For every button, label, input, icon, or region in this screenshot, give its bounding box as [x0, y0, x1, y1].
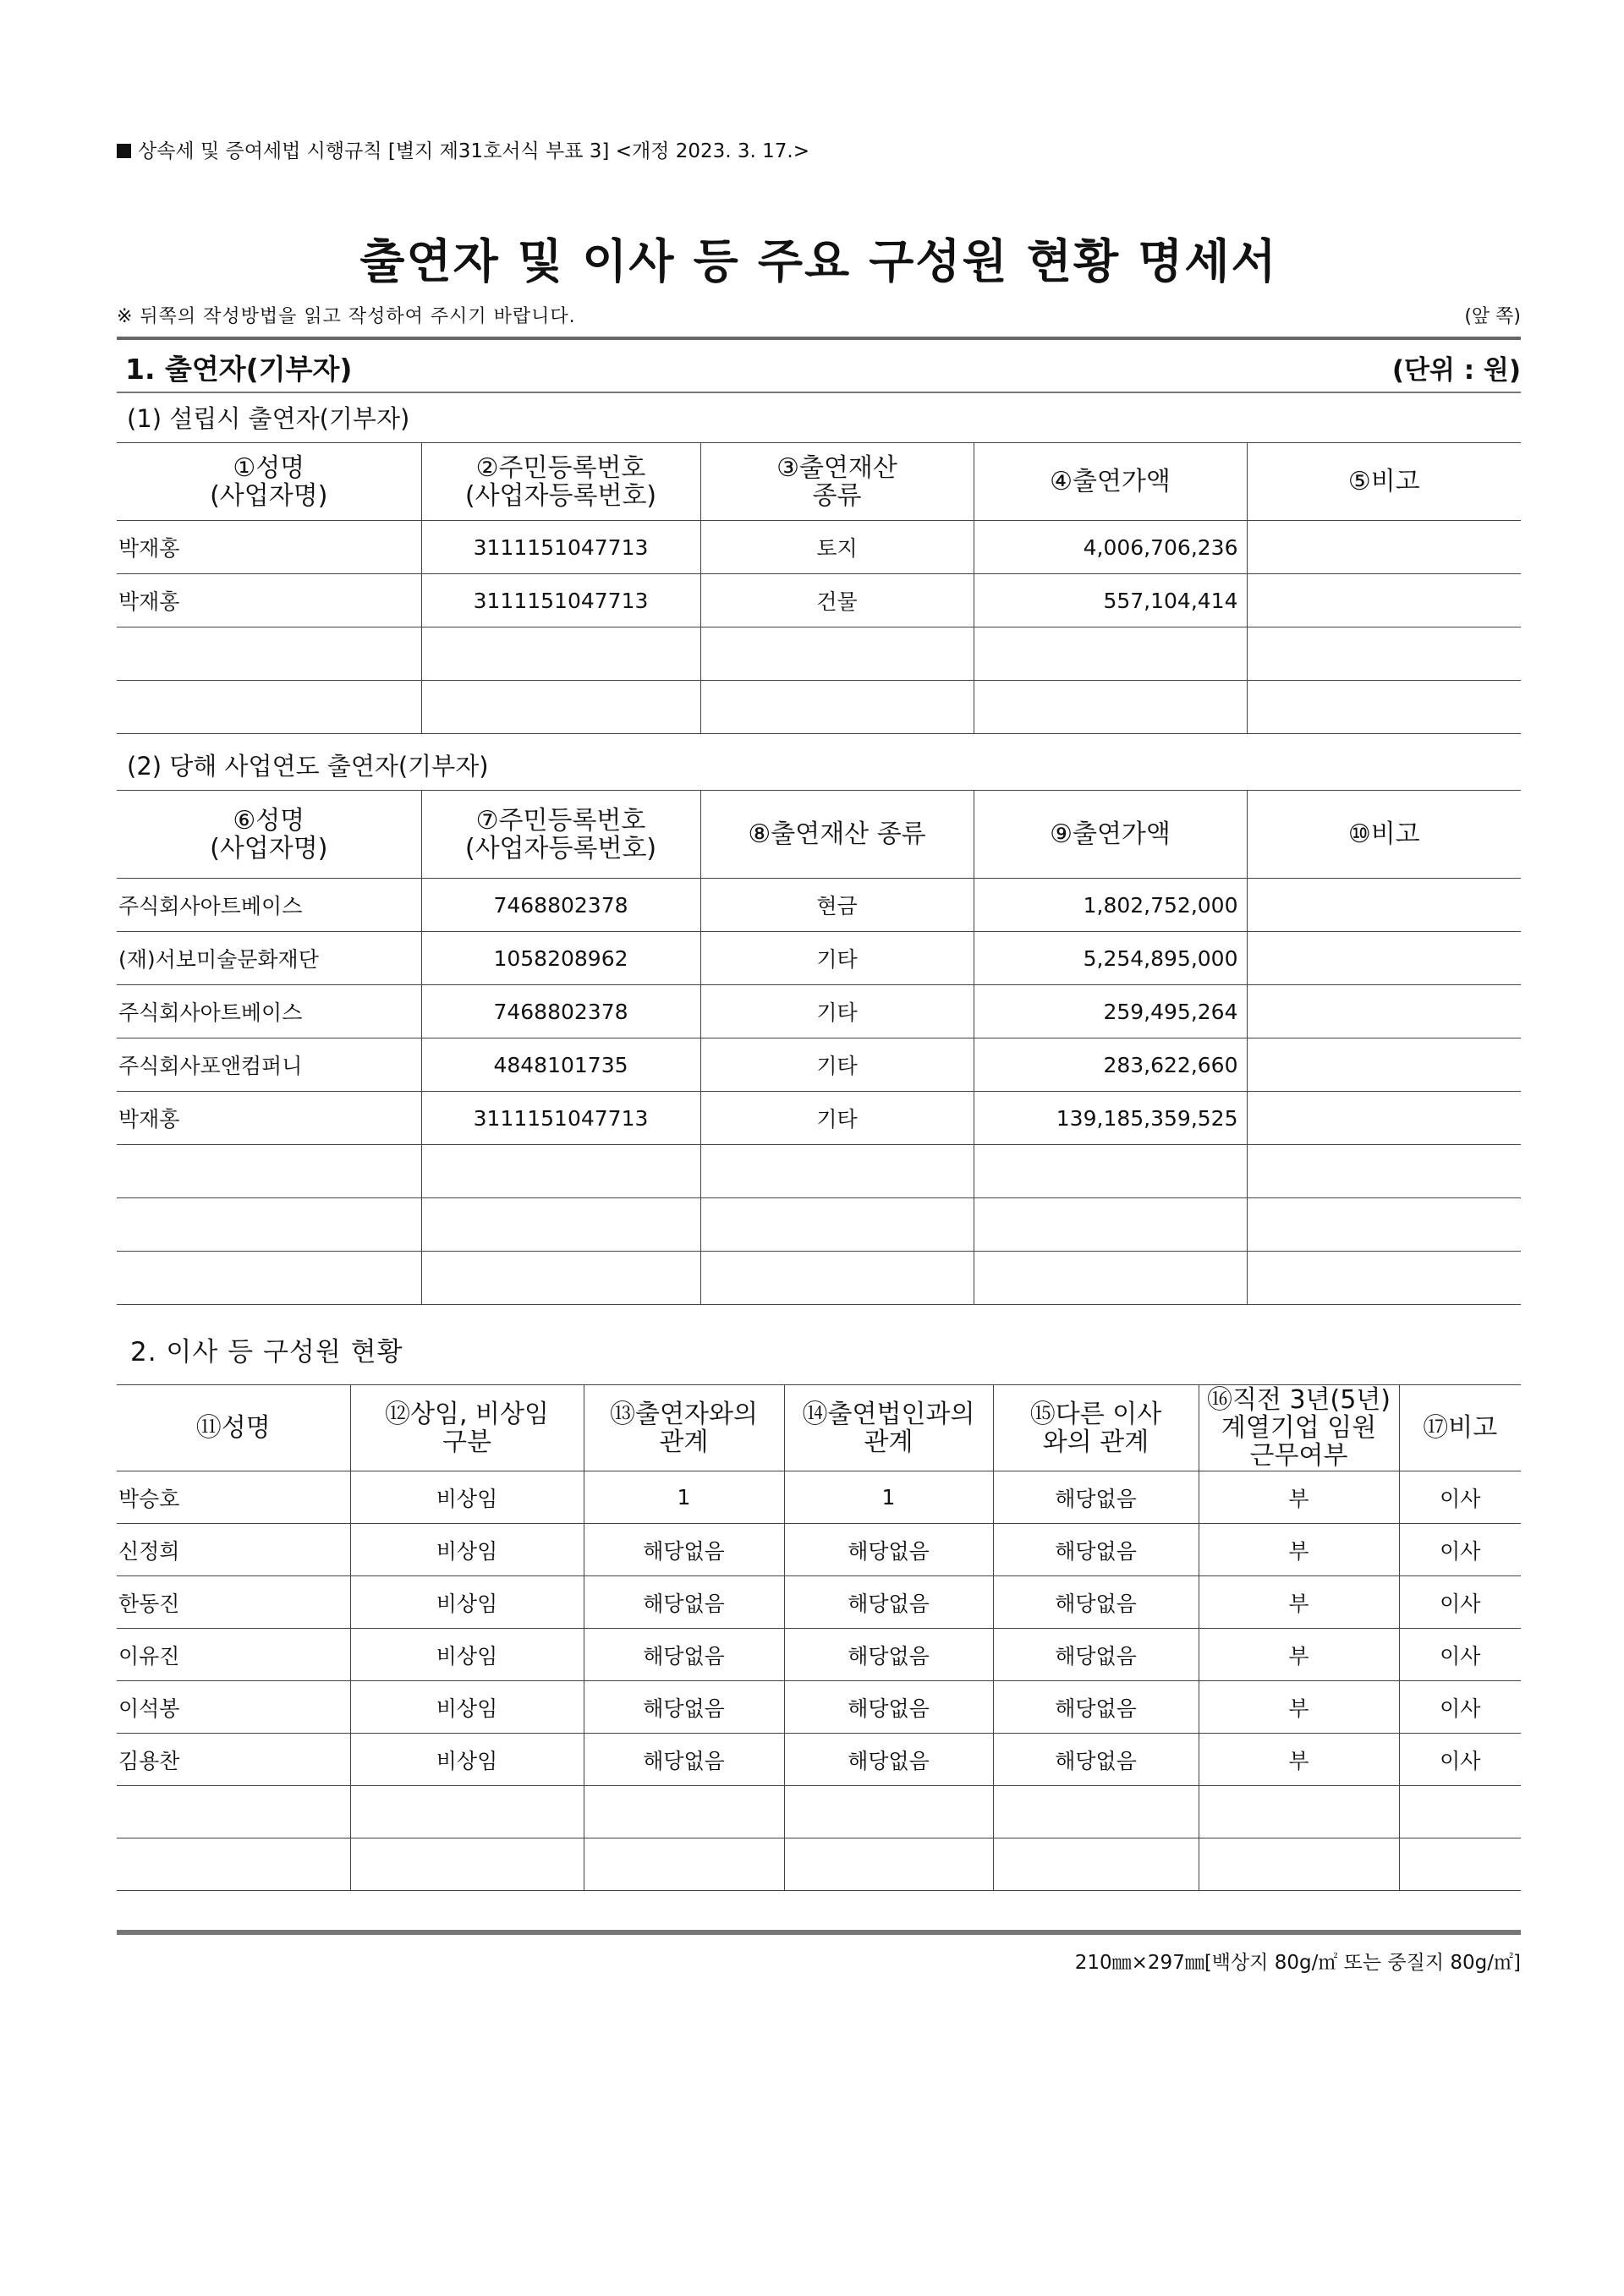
divider	[117, 392, 1521, 393]
column-header-line: ⑭출연법인과의	[802, 1399, 975, 1429]
table-cell: 3111151047713	[421, 574, 700, 627]
table-cell: 비상임	[350, 1471, 584, 1524]
divider	[117, 337, 1521, 340]
table-cell: 신정희	[117, 1524, 350, 1576]
table-cell: 김용찬	[117, 1734, 350, 1786]
table-cell: 해당없음	[584, 1524, 784, 1576]
table-row	[117, 1734, 1521, 1786]
table-cell: 박재홍	[117, 1092, 421, 1145]
table-cell: 139,185,359,525	[974, 1092, 1247, 1145]
table-cell	[1247, 932, 1521, 985]
column-header-line: ⑫상임, 비상임	[385, 1399, 549, 1429]
column-header-line: 관계	[659, 1427, 709, 1457]
column-header	[117, 791, 421, 879]
column-header	[421, 791, 700, 879]
column-header-line: (사업자명)	[210, 833, 328, 863]
table-cell: 박승호	[117, 1471, 350, 1524]
column-header	[117, 443, 421, 521]
table-cell	[1247, 1092, 1521, 1145]
table-cell: 비상임	[350, 1576, 584, 1629]
table-row	[117, 1145, 1521, 1198]
table-cell	[117, 1252, 421, 1305]
board-members-table	[117, 1384, 1521, 1891]
column-header	[584, 1385, 784, 1471]
table-cell: 7468802378	[421, 985, 700, 1038]
column-header	[974, 791, 1247, 879]
table-cell	[974, 627, 1247, 681]
table-cell: 박재홍	[117, 574, 421, 627]
table-cell: 7468802378	[421, 879, 700, 932]
column-header	[350, 1385, 584, 1471]
column-header	[993, 1385, 1199, 1471]
table-cell: 이석봉	[117, 1681, 350, 1734]
column-header-line: ⑮다른 이사	[1029, 1399, 1162, 1429]
table-cell	[974, 681, 1247, 734]
table-cell	[1247, 627, 1521, 681]
table-cell: 해당없음	[993, 1681, 1199, 1734]
table-cell: 해당없음	[784, 1681, 993, 1734]
table-cell	[1199, 1838, 1399, 1891]
table-cell: 해당없음	[993, 1629, 1199, 1681]
table-cell	[1247, 879, 1521, 932]
column-header-line: ⑩비고	[1347, 819, 1420, 849]
paper-spec: 210㎜×297㎜[백상지 80g/㎡ 또는 중질지 80g/㎡]	[1074, 1952, 1521, 1974]
table-cell: 기타	[700, 932, 974, 985]
table-row	[117, 521, 1521, 574]
table-cell: 박재홍	[117, 521, 421, 574]
column-header-line: ⑨출연가액	[1050, 819, 1171, 849]
table-cell: (재)서보미술문화재단	[117, 932, 421, 985]
form-reference: 상속세 및 증여세법 시행규칙 [별지 제31호서식 부표 3] <개정 2023. 3. 17.>	[117, 135, 809, 163]
table-cell: 주식회사포앤컴퍼니	[117, 1038, 421, 1092]
table-cell: 1	[784, 1471, 993, 1524]
table-row	[117, 1038, 1521, 1092]
table-cell	[117, 1198, 421, 1252]
table-row	[117, 879, 1521, 932]
sub1-title: (1) 설립시 출연자(기부자)	[127, 404, 410, 433]
table-row	[117, 1198, 1521, 1252]
table-cell	[584, 1838, 784, 1891]
column-header	[1399, 1385, 1521, 1471]
table-cell: 부	[1199, 1524, 1399, 1576]
table-row	[117, 1524, 1521, 1576]
column-header-line: (사업자명)	[210, 480, 328, 511]
column-header-line: ④출연가액	[1050, 467, 1171, 496]
table-cell	[584, 1786, 784, 1838]
table-cell	[784, 1786, 993, 1838]
table-row	[117, 1681, 1521, 1734]
table-cell: 해당없음	[784, 1734, 993, 1786]
table-cell	[117, 681, 421, 734]
column-header-line: ⑯직전 3년(5년)	[1206, 1385, 1391, 1415]
column-header	[117, 1385, 350, 1471]
table-cell: 해당없음	[584, 1629, 784, 1681]
table-cell: 토지	[700, 521, 974, 574]
table-cell	[421, 681, 700, 734]
table-cell: 비상임	[350, 1734, 584, 1786]
table-cell: 해당없음	[784, 1524, 993, 1576]
column-header	[421, 443, 700, 521]
table-cell: 3111151047713	[421, 1092, 700, 1145]
document-title: 출연자 및 이사 등 주요 구성원 현황 명세서	[359, 234, 1278, 288]
table-cell: 부	[1199, 1576, 1399, 1629]
table-row	[117, 932, 1521, 985]
table-row	[117, 574, 1521, 627]
table-cell	[1247, 1145, 1521, 1198]
table-cell	[421, 1198, 700, 1252]
table-cell: 해당없음	[584, 1734, 784, 1786]
table-cell: 이사	[1399, 1681, 1521, 1734]
table-cell	[117, 1838, 350, 1891]
section2-title: 2. 이사 등 구성원 현황	[130, 1337, 403, 1367]
table-cell: 주식회사아트베이스	[117, 879, 421, 932]
table-cell: 1,802,752,000	[974, 879, 1247, 932]
column-header	[1247, 791, 1521, 879]
table-cell: 이사	[1399, 1629, 1521, 1681]
notice-text: ※ 뒤쪽의 작성방법을 읽고 작성하여 주시기 바랍니다.	[117, 306, 576, 327]
current-year-contributors-table	[117, 790, 1521, 1305]
table-cell: 비상임	[350, 1524, 584, 1576]
table-cell: 259,495,264	[974, 985, 1247, 1038]
page-side-label: (앞 쪽)	[1464, 306, 1521, 327]
table-cell: 현금	[700, 879, 974, 932]
table-row	[117, 985, 1521, 1038]
column-header-line: (사업자등록번호)	[464, 833, 657, 863]
table-cell: 3111151047713	[421, 521, 700, 574]
column-header	[1199, 1385, 1399, 1471]
table-cell: 부	[1199, 1471, 1399, 1524]
table-cell: 해당없음	[784, 1629, 993, 1681]
table-cell	[1399, 1838, 1521, 1891]
table-row	[117, 1471, 1521, 1524]
table-cell	[700, 627, 974, 681]
table-cell	[700, 1252, 974, 1305]
table-cell	[784, 1838, 993, 1891]
table-cell: 이사	[1399, 1576, 1521, 1629]
table-cell	[350, 1786, 584, 1838]
table-row	[117, 1576, 1521, 1629]
square-bullet-icon	[117, 144, 131, 158]
column-header-line: 와의 관계	[1042, 1427, 1149, 1457]
table-cell	[1247, 1252, 1521, 1305]
table-cell	[1247, 1198, 1521, 1252]
column-header-line: ⑧출연재산 종류	[748, 819, 926, 849]
table-cell: 비상임	[350, 1681, 584, 1734]
column-header-line: ⑬출연자와의	[610, 1399, 758, 1429]
table-cell	[700, 1145, 974, 1198]
table-cell: 557,104,414	[974, 574, 1247, 627]
table-cell	[117, 627, 421, 681]
table-cell: 283,622,660	[974, 1038, 1247, 1092]
column-header	[1247, 443, 1521, 521]
table-cell	[700, 1198, 974, 1252]
table-row	[117, 1838, 1521, 1891]
table-cell: 이사	[1399, 1734, 1521, 1786]
table-cell	[117, 1145, 421, 1198]
table-cell: 이사	[1399, 1471, 1521, 1524]
column-header-line: (사업자등록번호)	[464, 480, 657, 511]
table-cell: 5,254,895,000	[974, 932, 1247, 985]
table-cell	[1247, 1038, 1521, 1092]
table-row	[117, 1252, 1521, 1305]
column-header	[784, 1385, 993, 1471]
column-header	[700, 791, 974, 879]
table-cell	[1247, 985, 1521, 1038]
table-cell: 부	[1199, 1629, 1399, 1681]
table-cell	[421, 1145, 700, 1198]
section1-title: 1. 출연자(기부자)	[125, 353, 353, 386]
table-cell: 부	[1199, 1734, 1399, 1786]
table-cell: 4,006,706,236	[974, 521, 1247, 574]
column-header-line: ⑰비고	[1423, 1413, 1498, 1443]
table-row	[117, 681, 1521, 734]
founding-contributors-table	[117, 442, 1521, 734]
column-header-line: 계열기업 임원	[1221, 1413, 1377, 1443]
column-header-line: 구분	[442, 1427, 491, 1457]
sub2-title: (2) 당해 사업연도 출연자(기부자)	[127, 752, 489, 781]
table-cell	[993, 1786, 1199, 1838]
column-header-line: 근무여부	[1249, 1441, 1348, 1471]
table-cell: 기타	[700, 1092, 974, 1145]
column-header	[974, 443, 1247, 521]
table-cell: 4848101735	[421, 1038, 700, 1092]
table-cell: 기타	[700, 1038, 974, 1092]
table-cell	[1199, 1786, 1399, 1838]
column-header-line: ①성명	[233, 452, 305, 483]
footer-divider	[117, 1930, 1521, 1935]
column-header-line: ⑪성명	[195, 1413, 271, 1443]
table-cell	[421, 627, 700, 681]
table-cell: 비상임	[350, 1629, 584, 1681]
column-header-line: 종류	[812, 480, 862, 511]
column-header-line: ②주민등록번호	[475, 452, 646, 483]
table-cell: 기타	[700, 985, 974, 1038]
table-cell: 해당없음	[993, 1576, 1199, 1629]
column-header-line: ⑤비고	[1347, 467, 1420, 496]
column-header-line: ③출연재산	[776, 452, 897, 483]
table-cell	[1247, 521, 1521, 574]
table-row	[117, 1092, 1521, 1145]
table-cell	[974, 1252, 1247, 1305]
table-row	[117, 1629, 1521, 1681]
table-cell: 해당없음	[993, 1734, 1199, 1786]
column-header-line: 관계	[864, 1427, 914, 1457]
table-cell	[1247, 681, 1521, 734]
column-header	[700, 443, 974, 521]
table-cell	[350, 1838, 584, 1891]
table-cell: 이사	[1399, 1524, 1521, 1576]
table-cell	[974, 1198, 1247, 1252]
table-row	[117, 1786, 1521, 1838]
table-cell: 부	[1199, 1681, 1399, 1734]
table-cell: 주식회사아트베이스	[117, 985, 421, 1038]
column-header-line: ⑥성명	[233, 805, 305, 836]
table-cell: 건물	[700, 574, 974, 627]
table-cell: 한동진	[117, 1576, 350, 1629]
table-cell	[993, 1838, 1199, 1891]
table-cell	[117, 1786, 350, 1838]
table-cell: 이유진	[117, 1629, 350, 1681]
unit-label: (단위 : 원)	[1391, 355, 1521, 386]
table-cell: 해당없음	[993, 1471, 1199, 1524]
table-cell: 해당없음	[993, 1524, 1199, 1576]
table-cell	[974, 1145, 1247, 1198]
table-cell	[421, 1252, 700, 1305]
table-cell: 해당없음	[584, 1576, 784, 1629]
table-cell: 해당없음	[584, 1681, 784, 1734]
column-header-line: ⑦주민등록번호	[475, 805, 646, 836]
table-cell: 1058208962	[421, 932, 700, 985]
table-cell: 1	[584, 1471, 784, 1524]
table-row	[117, 627, 1521, 681]
table-cell	[1247, 574, 1521, 627]
table-cell	[700, 681, 974, 734]
table-cell	[1399, 1786, 1521, 1838]
table-cell: 해당없음	[784, 1576, 993, 1629]
